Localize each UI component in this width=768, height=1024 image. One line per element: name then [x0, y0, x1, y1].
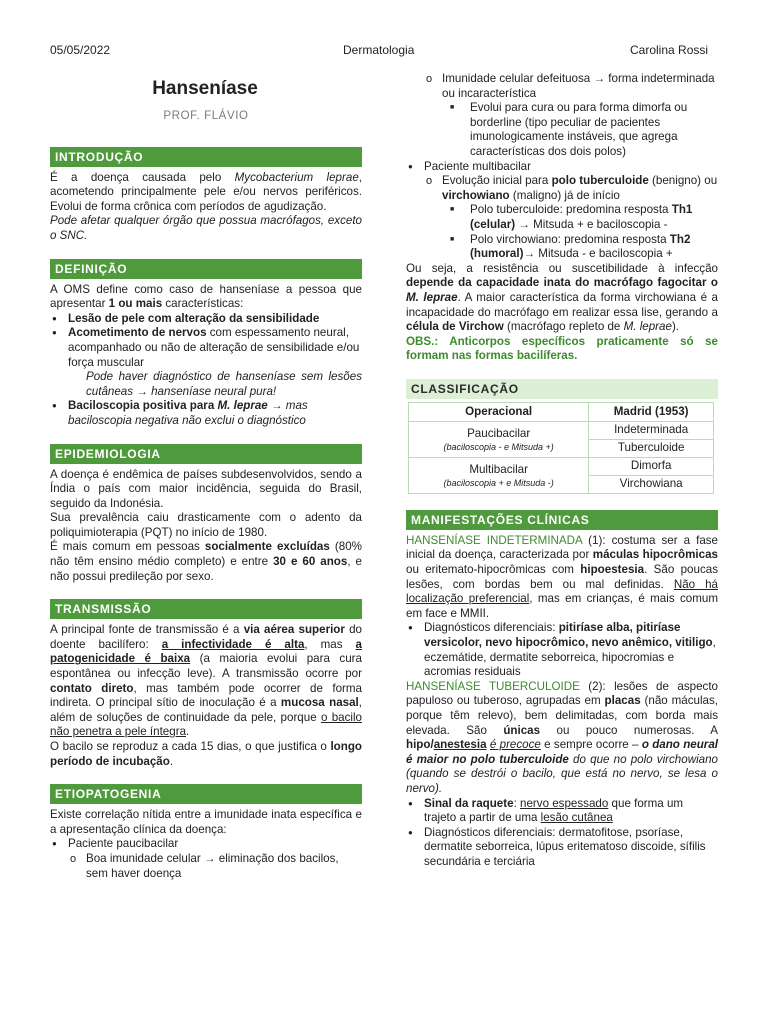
list-item: ● Sinal da raquete: nervo espessado que forma um trajeto a partir de uma lesão cutânea	[406, 797, 718, 826]
table-row	[409, 457, 714, 475]
definicao-note: Pode haver diagnóstico de hanseníase sem lesões cutâneas → hanseníase neural pura!	[86, 370, 362, 398]
list-item: ● Acometimento de nervos com espessamento neural, acompanhado ou não de alteração de sensibilidade e/ou força muscular	[50, 326, 362, 370]
table-header-operacional: Operacional	[409, 402, 589, 421]
definicao-list	[50, 312, 362, 370]
list-item: ■ Polo virchowiano: predomina resposta Th2 (humoral)→ Mitsuda - e baciloscopia +	[406, 233, 718, 262]
table-row	[409, 421, 714, 439]
header-date: 05/05/2022	[50, 43, 111, 57]
section-heading-manifestacoes: MANIFESTAÇÕES CLÍNICAS	[406, 510, 718, 530]
left-column	[50, 76, 362, 881]
etiopatogenia-p1: Existe correlação nítida entre a imunidade inata específica e a apresentação clínica da doença:	[50, 808, 362, 836]
definicao-list-2	[50, 399, 362, 428]
manifestacoes-tuberculoide: HANSENÍASE TUBERCULOIDE (2): lesões de aspecto papuloso ou tuberoso, agrupadas em placas (não máculas, porque têm relevo), bem delimitadas, com borda mais elevada. São únicas ou pouco numerosas. A hipo/anestesia é precoce e sempre ocorre – o dano neural é maior no polo tuberculoide do que no polo virchowiano (quando se destrói o bacilo, que está no nervo, se lesa o nervo).	[406, 679, 718, 795]
epidemiologia-p2: Sua prevalência caiu drasticamente com o adento da poliquimioterapia (PQT) no início de 1980.	[50, 511, 362, 539]
transmissao-p1: A principal fonte de transmissão é a via aérea superior do doente bacilífero: a infectividade é alta, mas a patogenicidade é baixa (a maioria evolui para cura espontânea ou infecção leve). A transmissão ocorre por contato direto, mas também pode ocorrer de forma indireta. O principal sítio de inoculação é a mucosa nasal, além de soluções de continuidade da pele, porque o bacilo não penetra a pele íntegra.	[50, 623, 362, 739]
classification-table	[408, 402, 714, 494]
list-item: ■ Polo tuberculoide: predomina resposta Th1 (celular) → Mitsuda + e baciloscopia -	[406, 203, 718, 232]
page-title: Hanseníase	[152, 78, 258, 99]
list-item: ● Paciente paucibacilar	[50, 837, 362, 852]
list-item: ● Diagnósticos diferenciais: pitiríase alba, pitiríase versicolor, nevo hipocrômico, nevo anêmico, vitiligo, eczemátide, dermatite seborreica, hipocromias e acromias residuais	[406, 621, 718, 679]
table-cell: Tuberculoide	[589, 439, 714, 457]
table-cell-multibacilar: Multibacilar (baciloscopia + e Mitsuda -)	[409, 457, 589, 493]
etiopatogenia-list-cont	[406, 72, 718, 262]
transmissao-p2: O bacilo se reproduz a cada 15 dias, o que justifica o longo período de incubação.	[50, 740, 362, 768]
header-author: Carolina Rossi	[630, 43, 709, 57]
list-item: o Evolução inicial para polo tuberculoide (benigno) ou virchowiano (maligno) já de início	[406, 174, 718, 203]
page-subtitle: PROF. FLÁVIO	[163, 110, 249, 122]
section-heading-etiopatogenia: ETIOPATOGENIA	[50, 784, 362, 804]
table-header-madrid: Madrid (1953)	[589, 402, 714, 421]
list-item: ■ Evolui para cura ou para forma dimorfa ou borderline (tipo peculiar de pacientes imunologicamente instáveis, que agrega características dos dois polos)	[406, 101, 718, 159]
intro-paragraph: É a doença causada pelo Mycobacterium leprae, acometendo principalmente pele e/ou nervos periféricos. Evolui de forma crônica com períodos de agudização.	[50, 170, 363, 213]
section-heading-transmissao: TRANSMISSÃO	[50, 599, 362, 619]
etiopatogenia-p2: Ou seja, a resistência ou suscetibilidade à infecção depende da capacidade inata do macrófago fagocitar o M. leprae. A maior característica da forma virchowiana é a incapacidade do macrófago em realizar essa lise, gerando a célula de Virchow (macrófago repleto de M. leprae).	[406, 261, 718, 334]
table-header-row	[409, 402, 714, 421]
table-cell: Dimorfa	[589, 457, 714, 475]
list-item: o Boa imunidade celular → eliminação dos bacilos, sem haver doença	[50, 852, 362, 881]
section-heading-classificacao: CLASSIFICAÇÃO	[406, 379, 718, 399]
table-cell: Indeterminada	[589, 421, 714, 439]
dd-list-1	[406, 621, 718, 679]
list-item: ● Paciente multibacilar	[406, 160, 718, 175]
list-item: ● Baciloscopia positiva para M. leprae → mas baciloscopia negativa não exclui o diagnóstico	[50, 399, 362, 428]
list-item: ● Lesão de pele com alteração da sensibilidade	[50, 312, 362, 327]
section-heading-introducao: INTRODUÇÃO	[50, 147, 362, 167]
table-cell-paucibacilar: Paucibacilar (baciloscopia - e Mitsuda +)	[409, 421, 589, 457]
section-heading-epidemiologia: EPIDEMIOLOGIA	[50, 444, 362, 464]
list-item: o Imunidade celular defeituosa → forma indeterminada ou incaracterística	[406, 72, 718, 101]
definicao-paragraph: A OMS define como caso de hanseníase a pessoa que apresentar 1 ou mais características:	[50, 282, 362, 311]
etiopatogenia-list	[50, 837, 362, 881]
section-heading-definicao: DEFINIÇÃO	[50, 259, 362, 279]
manifestacoes-indeterminada: HANSENÍASE INDETERMINADA (1): costuma ser a fase inicial da doença, caracterizada por máculas hipocrômicas ou eritemato-hipocrômicas com hipoestesia. São poucas lesões, com bordas bem ou mal definidas. Não há localização preferencial, mas em crianças, é mais comum em face e MMII.	[406, 533, 719, 620]
list-item: ● Diagnósticos diferenciais: dermatofitose, psoríase, dermatite seborreica, lúpus eritematoso discoide, sífilis secundária e terciária	[406, 826, 718, 870]
tuberculoide-list	[406, 797, 718, 870]
right-column	[406, 72, 718, 870]
table-cell: Virchowiana	[589, 475, 714, 493]
obs-note: OBS.: Anticorpos específicos praticamente só se formam nas formas bacilíferas.	[406, 334, 718, 363]
epidemiologia-p1: A doença é endêmica de países subdesenvolvidos, sendo a Índia o país com maior incidência, seguida do Brasil, seguido da Indonésia.	[50, 467, 362, 510]
header-subject: Dermatologia	[343, 43, 415, 57]
intro-note: Pode afetar qualquer órgão que possua macrófagos, exceto o SNC.	[50, 214, 362, 242]
epidemiologia-p3: É mais comum em pessoas socialmente excluídas (80% não têm ensino médio completo) e entre 30 e 60 anos, e não possui predileção por sexo.	[50, 540, 362, 583]
